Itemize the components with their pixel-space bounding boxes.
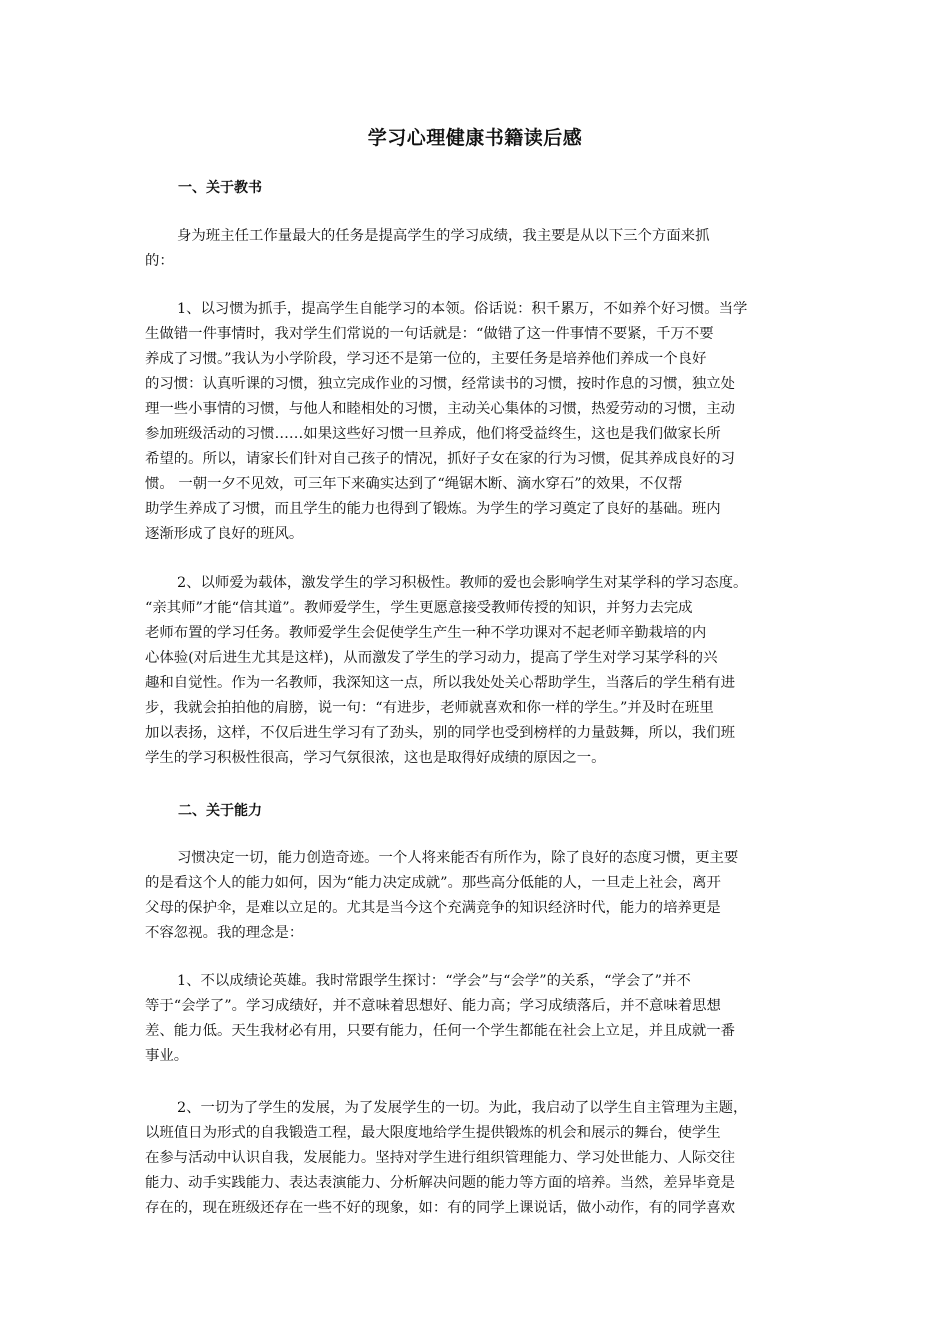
paragraph-line: “亲其师”才能“信其道”。教师爱学生，学生更愿意接受教师传授的知识，并努力去完成 [145,600,693,616]
paragraph-line: 老师布置的学习任务。教师爱学生会促使学生产生一种不学功课对不起老师辛勤栽培的内 [145,625,707,641]
paragraph-line: 的： [145,253,174,269]
document-title: 学习心理健康书籍读后感 [367,127,583,149]
paragraph-line: 2、一切为了学生的发展，为了发展学生的一切。为此，我启动了以学生自主管理为主题， [177,1100,748,1116]
paragraph-line: 等于“会学了”。学习成绩好，并不意味着思想好、能力高；学习成绩落后，并不意味着思想 [145,998,721,1014]
paragraph-line: 的是看这个人的能力如何，因为“能力决定成就”。那些高分低能的人，一旦走上社会，离开 [145,875,721,891]
paragraph-line: 父母的保护伞，是难以立足的。尤其是当今这个充满竞争的知识经济时代，能力的培养更是 [145,900,721,916]
paragraph-line: 习惯决定一切，能力创造奇迹。一个人将来能否有所作为，除了良好的态度习惯，更主要 [177,850,739,866]
paragraph-line: 步，我就会拍拍他的肩膀，说一句：“有进步，老师就喜欢和你一样的学生。”并及时在班里 [145,700,714,716]
paragraph-intro [145,224,810,274]
paragraph-line: 2、以师爱为载体，激发学生的学习积极性。教师的爱也会影响学生对某学科的学习态度。 [177,575,748,591]
paragraph-line: 理一些小事情的习惯，与他人和睦相处的习惯，主动关心集体的习惯，热爱劳动的习惯，主动 [145,401,736,417]
paragraph-line: 的习惯：认真听课的习惯，独立完成作业的习惯，经常读书的习惯，按时作息的习惯，独立处 [145,376,736,392]
paragraph-line: 助学生养成了习惯，而且学生的能力也得到了锻炼。为学生的学习奠定了良好的基础。班内 [145,501,721,517]
paragraph-line: 惯。 一朝一夕不见效，可三年下来确实达到了“绳锯木断、滴水穿石”的效果，不仅帮 [145,476,683,492]
paragraph-line: 能力、动手实践能力、表达表演能力、分析解决问题的能力等方面的培养。当然，差异毕竟是 [145,1175,736,1191]
paragraph-line: 1、不以成绩论英雄。我时常跟学生探讨：“学会”与“会学”的关系，“学会了”并不 [177,973,691,989]
paragraph-line: 存在的，现在班级还存在一些不好的现象，如：有的同学上课说话，做小动作，有的同学喜欢 [145,1200,736,1216]
paragraph-line: 逐渐形成了良好的班风。 [145,526,304,542]
paragraph-ability-intro [145,846,810,946]
paragraph-line: 学生的学习积极性很高，学习气氛很浓，这也是取得好成绩的原因之一。 [145,750,606,766]
paragraph-habits [145,297,810,547]
paragraph-line: 参加班级活动的习惯……如果这些好习惯一旦养成，他们将受益终生，这也是我们做家长所 [145,426,721,442]
paragraph-line: 在参与活动中认识自我，发展能力。坚持对学生进行组织管理能力、学习处世能力、人际交往 [145,1150,736,1166]
paragraph-line: 以班值日为形式的自我锻造工程，最大限度地给学生提供锻炼的机会和展示的舞台，使学生 [145,1125,721,1141]
paragraph-line: 希望的。所以，请家长们针对自己孩子的情况，抓好子女在家的行为习惯，促其养成良好的习 [145,451,736,467]
paragraph-line: 身为班主任工作量最大的任务是提高学生的学习成绩，我主要是从以下三个方面来抓 [177,228,710,244]
paragraph-line: 事业。 [145,1048,189,1064]
paragraph-student-development [145,1096,810,1221]
paragraph-teacher-love [145,571,810,771]
paragraph-line: 养成了习惯。”我认为小学阶段，学习还不是第一位的，主要任务是培养他们养成一个良好 [145,351,707,367]
paragraph-line: 1、以习惯为抓手，提高学生自能学习的本领。俗话说：积千累万，不如养个好习惯。当学 [177,301,748,317]
paragraph-line: 生做错一件事情时，我对学生们常说的一句话就是：“做错了这一件事情不要紧，千万不要 [145,326,714,342]
paragraph-line: 趣和自觉性。作为一名教师，我深知这一点，所以我处处关心帮助学生，当落后的学生稍有进 [145,675,736,691]
section-heading-teaching: 一、关于教书 [178,180,262,196]
paragraph-line: 心体验(对后进生尤其是这样)，从而激发了学生的学习动力，提高了学生对学习某学科的兴 [145,650,718,666]
paragraph-line: 加以表扬，这样，不仅后进生学习有了劲头，别的同学也受到榜样的力量鼓舞，所以，我们班 [145,725,736,741]
paragraph-line: 不容忽视。我的理念是： [145,925,304,941]
paragraph-line: 差、能力低。天生我材必有用，只要有能力，任何一个学生都能在社会上立足，并且成就一番 [145,1023,736,1039]
section-heading-ability: 二、关于能力 [178,803,262,819]
paragraph-not-by-grades [145,969,810,1069]
